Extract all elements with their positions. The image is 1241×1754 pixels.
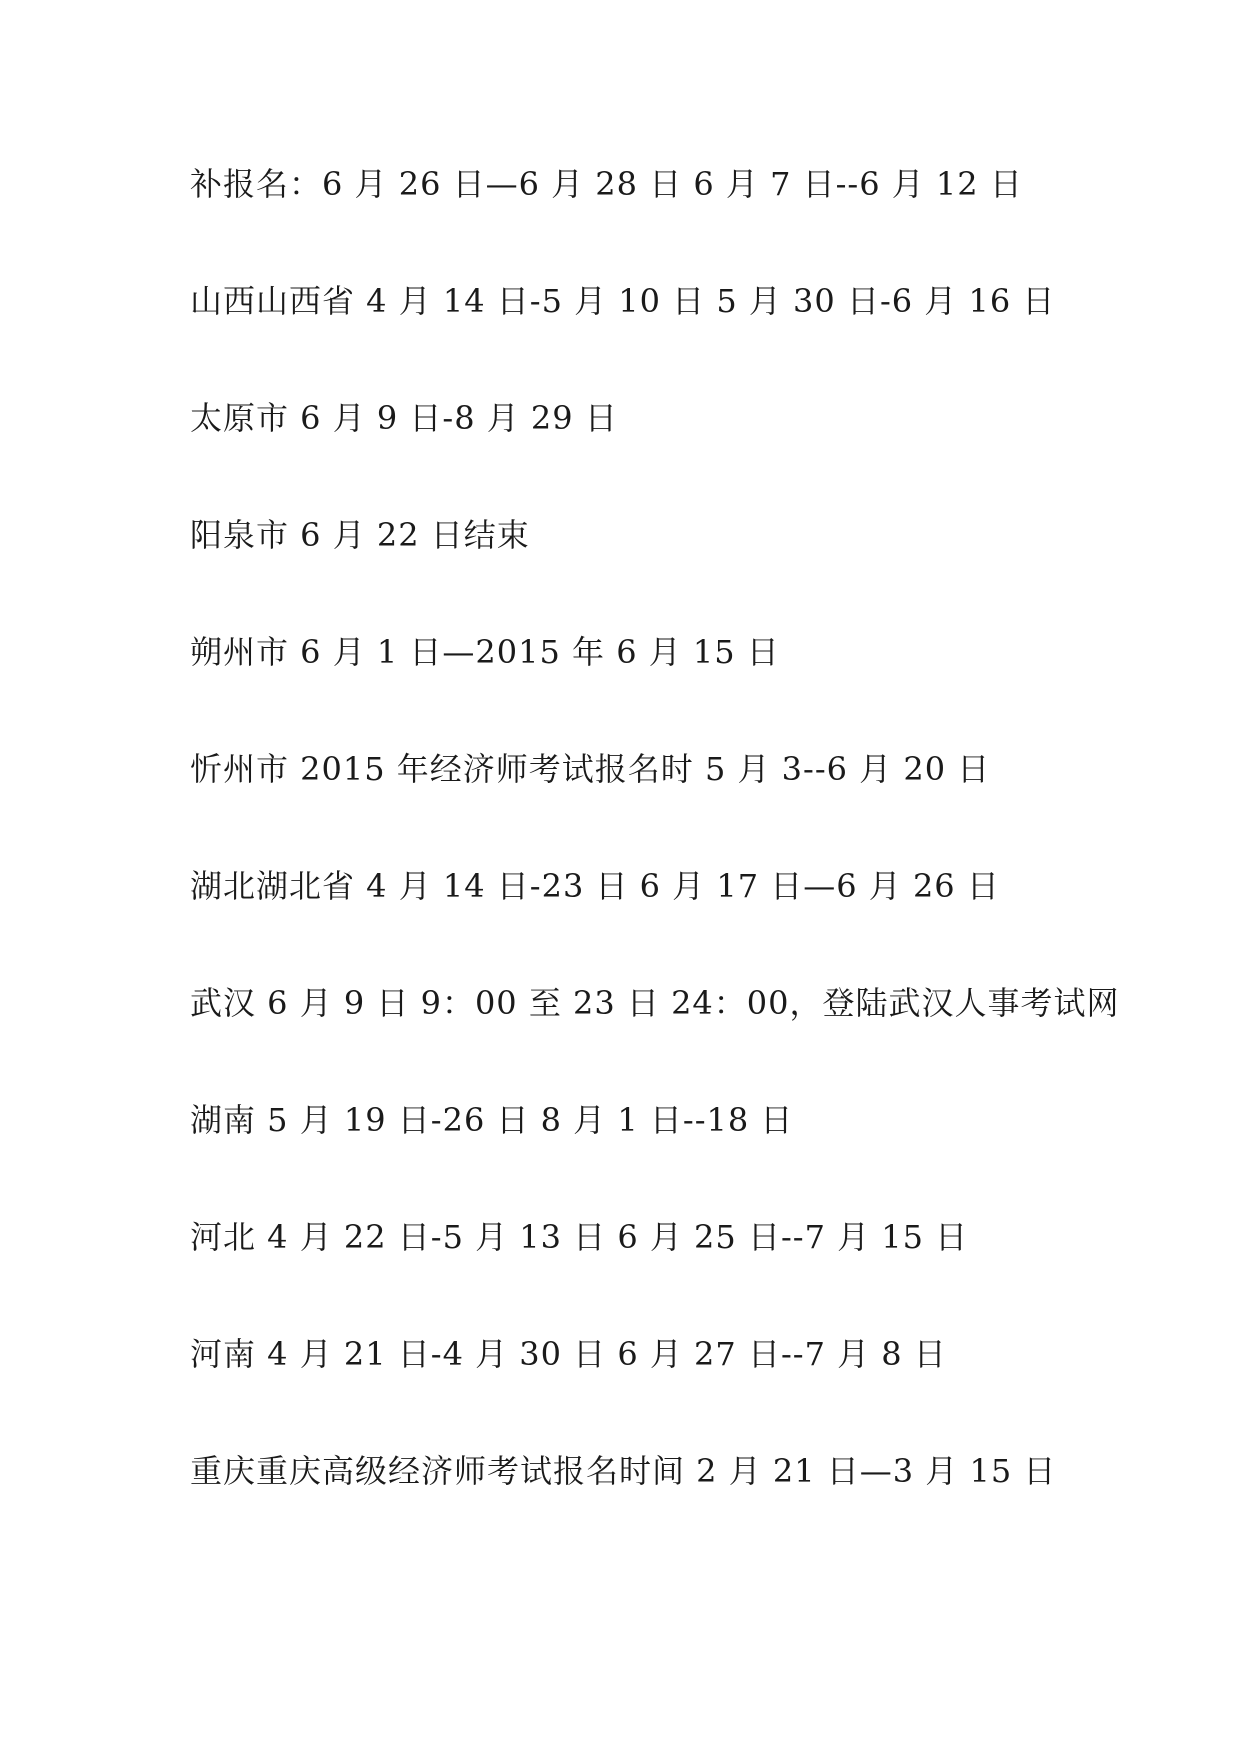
text-line-hunan: 湖南 5 月 19 日-26 日 8 月 1 日--18 日 xyxy=(190,1101,794,1139)
text-line-supplementary-registration: 补报名：6 月 26 日—6 月 28 日 6 月 7 日--6 月 12 日 xyxy=(190,165,1023,203)
text-line-xinzhou: 忻州市 2015 年经济师考试报名时 5 月 3--6 月 20 日 xyxy=(190,750,991,788)
text-line-hubei-province: 湖北湖北省 4 月 14 日-23 日 6 月 17 日—6 月 26 日 xyxy=(190,867,1000,905)
text-line-henan: 河南 4 月 21 日-4 月 30 日 6 月 27 日--7 月 8 日 xyxy=(190,1335,947,1373)
text-line-chongqing: 重庆重庆高级经济师考试报名时间 2 月 21 日—3 月 15 日 xyxy=(190,1452,1057,1490)
text-line-wuhan: 武汉 6 月 9 日 9：00 至 23 日 24：00，登陆武汉人事考试网 xyxy=(190,984,1120,1022)
text-line-taiyuan: 太原市 6 月 9 日-8 月 29 日 xyxy=(190,399,618,437)
text-line-shanxi-province: 山西山西省 4 月 14 日-5 月 10 日 5 月 30 日-6 月 16 日 xyxy=(190,282,1056,320)
text-line-yangquan: 阳泉市 6 月 22 日结束 xyxy=(190,516,530,554)
text-line-hebei: 河北 4 月 22 日-5 月 13 日 6 月 25 日--7 月 15 日 xyxy=(190,1218,969,1256)
text-line-shuozhou: 朔州市 6 月 1 日—2015 年 6 月 15 日 xyxy=(190,633,780,671)
